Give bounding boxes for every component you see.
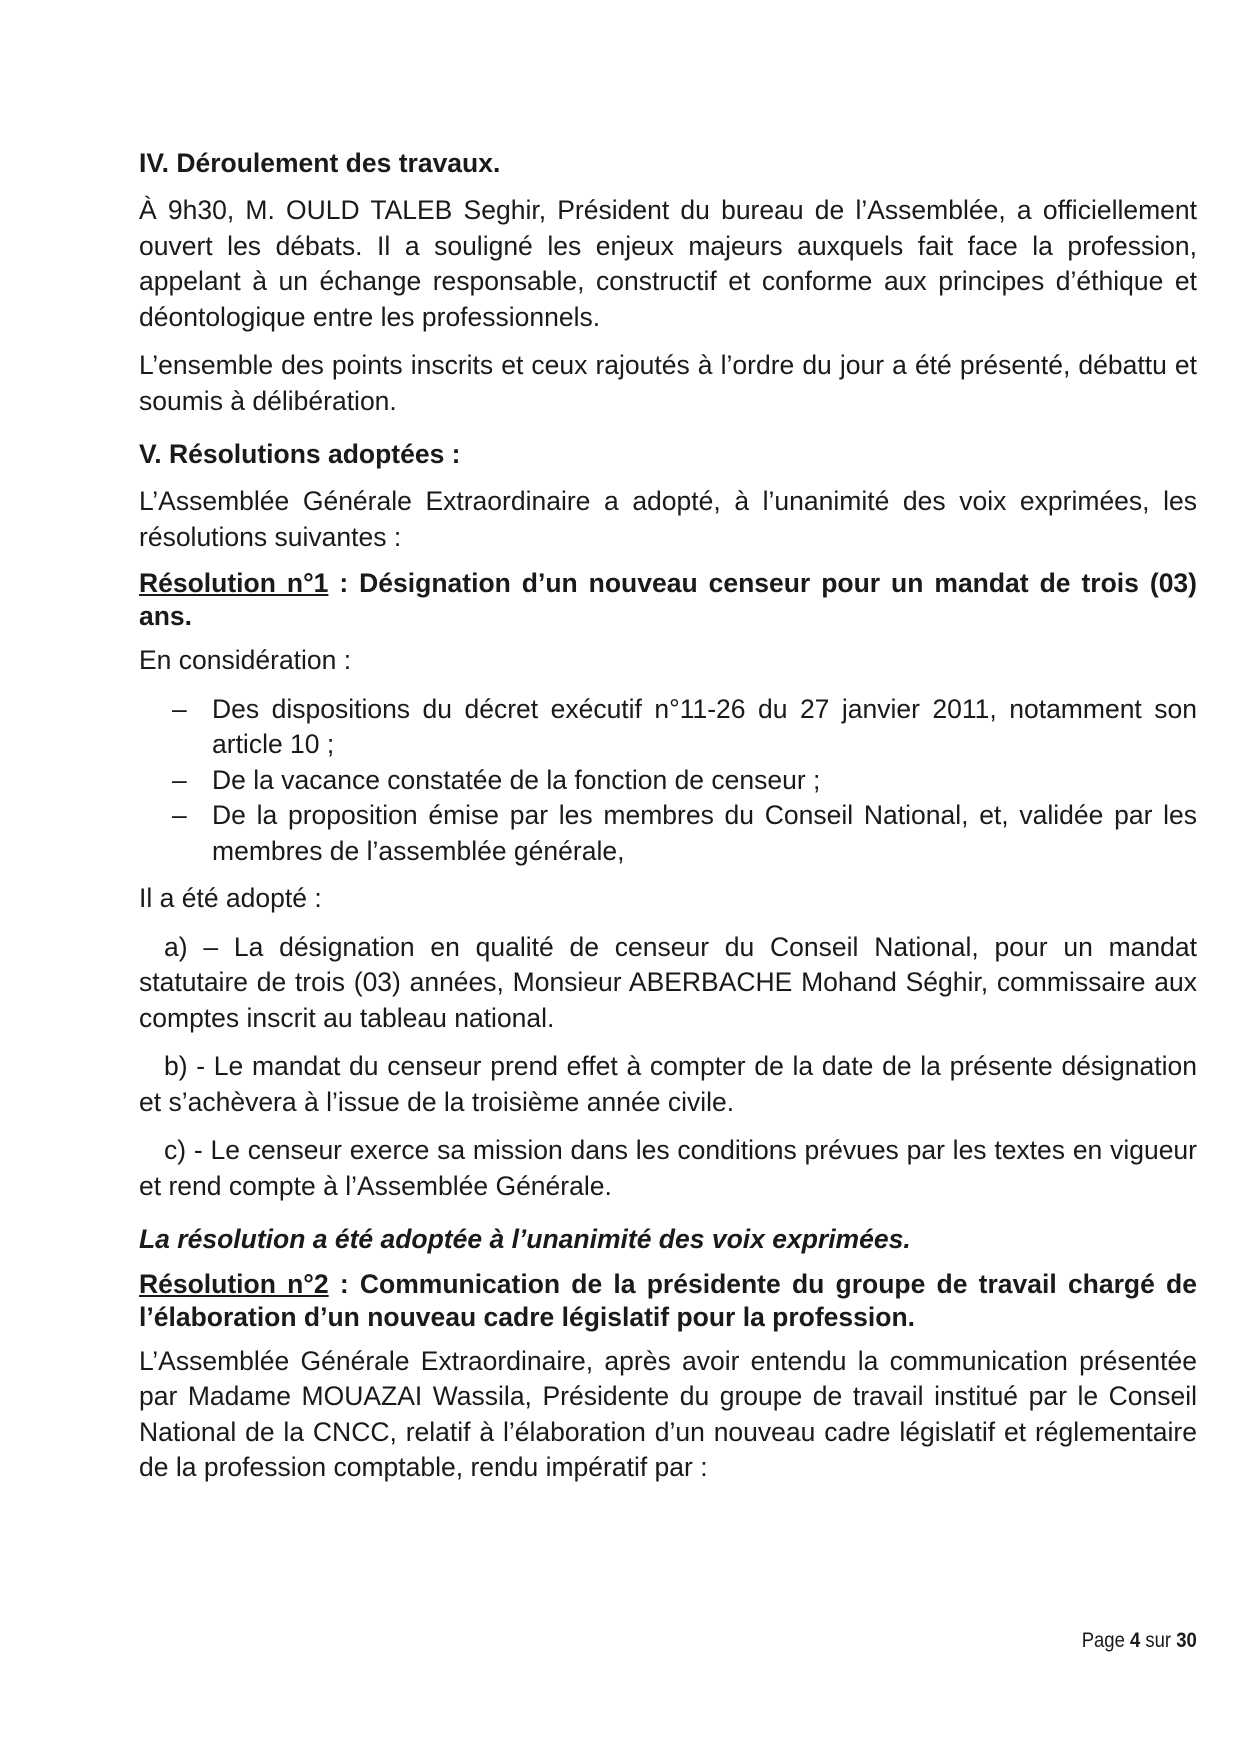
resolution-1-conclusion: La résolution a été adoptée à l’unanimité des voix exprimées. [139, 1224, 911, 1254]
list-item: – De la vacance constatée de la fonction de censeur ; [212, 763, 1197, 799]
resolution-1-title: : Désignation d’un nouveau censeur pour un mandat de trois (03) ans. [139, 568, 1197, 631]
adopted-label: Il a été adopté : [139, 883, 322, 913]
consideration-list [139, 692, 1197, 870]
section-5-intro: L’Assemblée Générale Extraordinaire a adopté, à l’unanimité des voix exprimées, les résolutions suivantes : [139, 486, 1197, 552]
consideration-label: En considération : [139, 645, 352, 675]
page-number: Page 4 sur 30 [1081, 1629, 1197, 1652]
dash-bullet-icon: – [172, 800, 187, 830]
resolution-1-item-a: a) – La désignation en qualité de censeur du Conseil National, pour un mandat statutaire de trois (03) années, Monsieur ABERBACHE Mohand Séghir, commissaire aux comptes inscrit au tableau national. [139, 931, 1197, 1033]
section-4-paragraph-2: L’ensemble des points inscrits et ceux rajoutés à l’ordre du jour a été présenté, débattu et soumis à délibération. [139, 350, 1197, 416]
section-5-heading: V. Résolutions adoptées : [139, 439, 461, 469]
resolution-1-label: Résolution n°1 [139, 568, 329, 598]
dash-bullet-icon: – [172, 693, 187, 724]
dash-bullet-icon: – [172, 764, 187, 795]
resolution-1-item-b: b) - Le mandat du censeur prend effet à compter de la date de la présente désignation et s’achèvera à l’issue de la troisième année civile. [139, 1051, 1197, 1117]
section-4-paragraph-1: À 9h30, M. OULD TALEB Seghir, Président du bureau de l’Assemblée, a officiellement ouvert les débats. Il a souligné les enjeux majeurs auxquels fait face la profession, appelant à un échange responsable, constructif et conforme aux principes d’éthique et déontologique entre les professionnels. [139, 195, 1197, 332]
list-item: – Des dispositions du décret exécutif n°11-26 du 27 janvier 2011, notamment son article 10 ; [172, 693, 1197, 759]
resolution-1-item-c: c) - Le censeur exerce sa mission dans les conditions prévues par les textes en vigueur et rend compte à l’Assemblée Générale. [139, 1135, 1197, 1201]
resolution-2-paragraph-1: L’Assemblée Générale Extraordinaire, après avoir entendu la communication présentée par Madame MOUAZAI Wassila, Présidente du groupe de travail institué par le Conseil National de la CNCC, relatif à l’élaboration d’un nouveau cadre législatif et réglementaire de la profession comptable, rendu impératif par : [139, 1345, 1197, 1482]
resolution-1-heading [139, 567, 1197, 633]
resolution-2-label: Résolution n°2 [139, 1268, 329, 1299]
list-item: – De la proposition émise par les membres du Conseil National, et, validée par les membres de l’assemblée générale, [172, 800, 1197, 866]
document-page [139, 146, 1197, 1499]
resolution-2-heading [139, 1268, 1197, 1334]
resolution-2-title: : Communication de la présidente du groupe de travail chargé de l’élaboration d’un nouveau cadre législatif pour la profession. [139, 1268, 1197, 1332]
section-4-heading: IV. Déroulement des travaux. [139, 148, 501, 178]
